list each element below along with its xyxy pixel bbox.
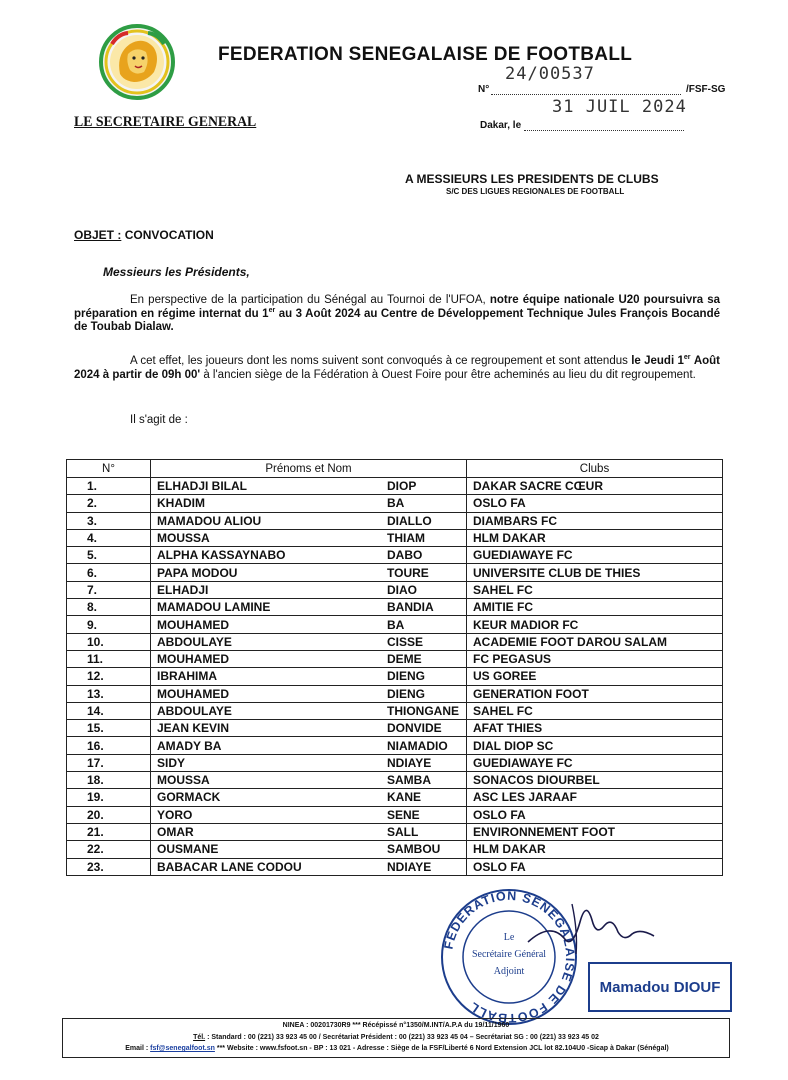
row-number: 3. bbox=[67, 512, 151, 529]
p1-sup: er bbox=[268, 306, 276, 314]
row-club: HLM DAKAR bbox=[467, 529, 723, 546]
row-first-name: OUSMANE bbox=[151, 841, 382, 858]
date-stamp: 31 JUIL 2024 bbox=[552, 97, 687, 117]
row-first-name: ALPHA KASSAYNABO bbox=[151, 547, 382, 564]
row-number: 21. bbox=[67, 823, 151, 840]
row-club: SAHEL FC bbox=[467, 702, 723, 719]
row-number: 2. bbox=[67, 495, 151, 512]
table-row bbox=[67, 564, 723, 581]
row-last-name: THIAM bbox=[381, 529, 467, 546]
row-last-name: CISSE bbox=[381, 633, 467, 650]
table-row bbox=[67, 616, 723, 633]
subject bbox=[74, 228, 214, 242]
row-club: AFAT THIES bbox=[467, 720, 723, 737]
row-last-name: NDIAYE bbox=[381, 858, 467, 875]
row-number: 22. bbox=[67, 841, 151, 858]
header-no: N° bbox=[67, 460, 151, 478]
row-last-name: DIENG bbox=[381, 685, 467, 702]
table-row bbox=[67, 668, 723, 685]
p1-normal: En perspective de la participation du Sénégal au Tournoi de l'UFOA, bbox=[130, 294, 486, 306]
stamp-line3: Adjoint bbox=[493, 966, 525, 977]
row-number: 23. bbox=[67, 858, 151, 875]
row-last-name: BANDIA bbox=[381, 599, 467, 616]
table-row bbox=[67, 737, 723, 754]
row-club: DAKAR SACRE CŒUR bbox=[467, 478, 723, 495]
p2-sup: er bbox=[683, 354, 691, 362]
paragraph-2 bbox=[74, 355, 720, 382]
row-number: 4. bbox=[67, 529, 151, 546]
row-first-name: JEAN KEVIN bbox=[151, 720, 382, 737]
table-row bbox=[67, 547, 723, 564]
row-last-name: DONVIDE bbox=[381, 720, 467, 737]
row-last-name: KANE bbox=[381, 789, 467, 806]
row-number: 16. bbox=[67, 737, 151, 754]
row-number: 12. bbox=[67, 668, 151, 685]
row-club: HLM DAKAR bbox=[467, 841, 723, 858]
paragraph-1 bbox=[74, 294, 720, 335]
p1-bold-b: au 3 Août 2024 au Centre de Développement Technique Jules François Bocandé de Toubab Dialaw. bbox=[74, 307, 721, 333]
footer-tel-rest: : Standard : 00 (221) 33 923 45 00 / Secrétariat Président : 00 (221) 33 923 45 04 – Secrétariat SG : 00 (221) 33 923 45 02 bbox=[207, 1034, 599, 1041]
recipient-line2: S/C DES LIGUES REGIONALES DE FOOTBALL bbox=[446, 187, 625, 196]
table-row bbox=[67, 495, 723, 512]
footer-website-address: *** Website : www.fsfoot.sn - BP : 13 021 - Adresse : Siège de la FSF/Liberté 6 Nord Extension JCL lot 82.104U0 -Sicap à Dakar (Sénégal) bbox=[216, 1045, 669, 1052]
row-number: 11. bbox=[67, 650, 151, 667]
footer bbox=[62, 1018, 730, 1058]
row-number: 18. bbox=[67, 772, 151, 789]
row-number: 7. bbox=[67, 581, 151, 598]
paragraph-3: Il s'agit de : bbox=[130, 414, 188, 426]
row-first-name: BABACAR LANE CODOU bbox=[151, 858, 382, 875]
row-club: GENERATION FOOT bbox=[467, 685, 723, 702]
date-line bbox=[480, 120, 684, 131]
row-first-name: MAMADOU ALIOU bbox=[151, 512, 382, 529]
row-club: OSLO FA bbox=[467, 858, 723, 875]
row-last-name: BA bbox=[381, 495, 467, 512]
row-last-name: NIAMADIO bbox=[381, 737, 467, 754]
reference-line bbox=[478, 84, 683, 95]
table-row bbox=[67, 478, 723, 495]
row-club: KEUR MADIOR FC bbox=[467, 616, 723, 633]
table-header-row bbox=[67, 460, 723, 478]
row-last-name: DIALLO bbox=[381, 512, 467, 529]
row-first-name: ABDOULAYE bbox=[151, 633, 382, 650]
reference-suffix: /FSF-SG bbox=[686, 84, 726, 95]
footer-line2 bbox=[63, 1034, 729, 1041]
row-first-name: YORO bbox=[151, 806, 382, 823]
row-first-name: PAPA MODOU bbox=[151, 564, 382, 581]
row-number: 13. bbox=[67, 685, 151, 702]
table-row bbox=[67, 754, 723, 771]
footer-line1: NINEA : 00201730R9 *** Récépissé n°1350/M.INT/A.P.A du 19/11/1960 bbox=[282, 1022, 510, 1029]
row-number: 8. bbox=[67, 599, 151, 616]
row-last-name: DIENG bbox=[381, 668, 467, 685]
row-club: UNIVERSITE CLUB DE THIES bbox=[467, 564, 723, 581]
row-first-name: SIDY bbox=[151, 754, 382, 771]
row-number: 19. bbox=[67, 789, 151, 806]
row-last-name: SAMBOU bbox=[381, 841, 467, 858]
row-first-name: MAMADOU LAMINE bbox=[151, 599, 382, 616]
subject-label: OBJET : bbox=[74, 228, 122, 242]
header-name: Prénoms et Nom bbox=[151, 460, 467, 478]
row-first-name: ELHADJI BILAL bbox=[151, 478, 382, 495]
row-first-name: MOUHAMED bbox=[151, 650, 382, 667]
row-number: 1. bbox=[67, 478, 151, 495]
table-row bbox=[67, 823, 723, 840]
p2-bold-b: Août 2024 à partir de 09h 00' bbox=[74, 355, 720, 381]
secretary-general-title: LE SECRETAIRE GENERAL bbox=[74, 114, 257, 130]
subject-value: CONVOCATION bbox=[124, 228, 214, 242]
row-club: OSLO FA bbox=[467, 806, 723, 823]
table-row bbox=[67, 702, 723, 719]
row-last-name: SAMBA bbox=[381, 772, 467, 789]
row-number: 10. bbox=[67, 633, 151, 650]
table-row bbox=[67, 581, 723, 598]
row-first-name: KHADIM bbox=[151, 495, 382, 512]
row-club: ENVIRONNEMENT FOOT bbox=[467, 823, 723, 840]
row-last-name: SALL bbox=[381, 823, 467, 840]
row-last-name: DABO bbox=[381, 547, 467, 564]
salutation: Messieurs les Présidents, bbox=[103, 265, 250, 279]
row-first-name: AMADY BA bbox=[151, 737, 382, 754]
stamp-line1: Le bbox=[503, 932, 515, 943]
table-row bbox=[67, 529, 723, 546]
players-table bbox=[66, 459, 723, 876]
table-row bbox=[67, 685, 723, 702]
row-number: 6. bbox=[67, 564, 151, 581]
handwritten-signature bbox=[520, 892, 660, 962]
row-first-name: ABDOULAYE bbox=[151, 702, 382, 719]
stamp-ring-text: FEDERATION SENEGALAISE DE FOOTBALL bbox=[441, 888, 578, 1026]
signatory-name: Mamadou DIOUF bbox=[588, 962, 732, 1012]
table-row bbox=[67, 806, 723, 823]
row-first-name: GORMACK bbox=[151, 789, 382, 806]
row-club: DIAL DIOP SC bbox=[467, 737, 723, 754]
row-club: FC PEGASUS bbox=[467, 650, 723, 667]
footer-email[interactable]: fsf@senegalfoot.sn bbox=[150, 1045, 215, 1052]
row-first-name: OMAR bbox=[151, 823, 382, 840]
row-number: 17. bbox=[67, 754, 151, 771]
recipient-line1: A MESSIEURS LES PRESIDENTS DE CLUBS bbox=[405, 172, 659, 186]
row-last-name: BA bbox=[381, 616, 467, 633]
row-club: GUEDIAWAYE FC bbox=[467, 754, 723, 771]
row-number: 9. bbox=[67, 616, 151, 633]
row-last-name: SENE bbox=[381, 806, 467, 823]
table-row bbox=[67, 599, 723, 616]
row-club: SONACOS DIOURBEL bbox=[467, 772, 723, 789]
fsf-lion-logo bbox=[98, 24, 176, 100]
reference-number: 24/00537 bbox=[505, 64, 595, 84]
row-first-name: MOUSSA bbox=[151, 529, 382, 546]
row-number: 20. bbox=[67, 806, 151, 823]
p2-normal-a: A cet effet, les joueurs dont les noms suivent sont convoqués à ce regroupement et sont attendus bbox=[130, 355, 628, 367]
table-row bbox=[67, 841, 723, 858]
row-number: 14. bbox=[67, 702, 151, 719]
table-row bbox=[67, 720, 723, 737]
row-club: OSLO FA bbox=[467, 495, 723, 512]
row-last-name: THIONGANE bbox=[381, 702, 467, 719]
stamp-line2: Secrétaire Général bbox=[471, 949, 547, 960]
row-club: DIAMBARS FC bbox=[467, 512, 723, 529]
p2-normal-b: à l'ancien siège de la Fédération à Ouest Foire pour être acheminés au lieu du dit regroupement. bbox=[203, 368, 696, 381]
place-label: Dakar, le bbox=[480, 120, 522, 131]
row-first-name: ELHADJI bbox=[151, 581, 382, 598]
row-club: ASC LES JARAAF bbox=[467, 789, 723, 806]
table-row bbox=[67, 772, 723, 789]
header-club: Clubs bbox=[467, 460, 723, 478]
row-first-name: MOUHAMED bbox=[151, 685, 382, 702]
row-first-name: MOUSSA bbox=[151, 772, 382, 789]
table-row bbox=[67, 858, 723, 875]
row-first-name: IBRAHIMA bbox=[151, 668, 382, 685]
row-first-name: MOUHAMED bbox=[151, 616, 382, 633]
p2-bold-a: le Jeudi 1 bbox=[631, 355, 684, 367]
row-last-name: DIOP bbox=[381, 478, 467, 495]
footer-line3 bbox=[7, 1045, 787, 1052]
row-club: ACADEMIE FOOT DAROU SALAM bbox=[467, 633, 723, 650]
table-row bbox=[67, 789, 723, 806]
table-row bbox=[67, 650, 723, 667]
table-row bbox=[67, 512, 723, 529]
row-club: AMITIE FC bbox=[467, 599, 723, 616]
table-row bbox=[67, 633, 723, 650]
row-last-name: DEME bbox=[381, 650, 467, 667]
row-club: SAHEL FC bbox=[467, 581, 723, 598]
footer-email-label: Email : bbox=[125, 1045, 149, 1052]
federation-title: FEDERATION SENEGALAISE DE FOOTBALL bbox=[218, 44, 633, 65]
row-last-name: NDIAYE bbox=[381, 754, 467, 771]
row-number: 15. bbox=[67, 720, 151, 737]
footer-tel-label: Tél. bbox=[193, 1034, 206, 1041]
row-last-name: DIAO bbox=[381, 581, 467, 598]
row-last-name: TOURE bbox=[381, 564, 467, 581]
row-club: US GOREE bbox=[467, 668, 723, 685]
row-number: 5. bbox=[67, 547, 151, 564]
p1-bold-a: notre équipe nationale U20 poursuivra sa préparation en régime internat du 1 bbox=[74, 294, 721, 320]
row-club: GUEDIAWAYE FC bbox=[467, 547, 723, 564]
no-label: N° bbox=[478, 84, 490, 95]
